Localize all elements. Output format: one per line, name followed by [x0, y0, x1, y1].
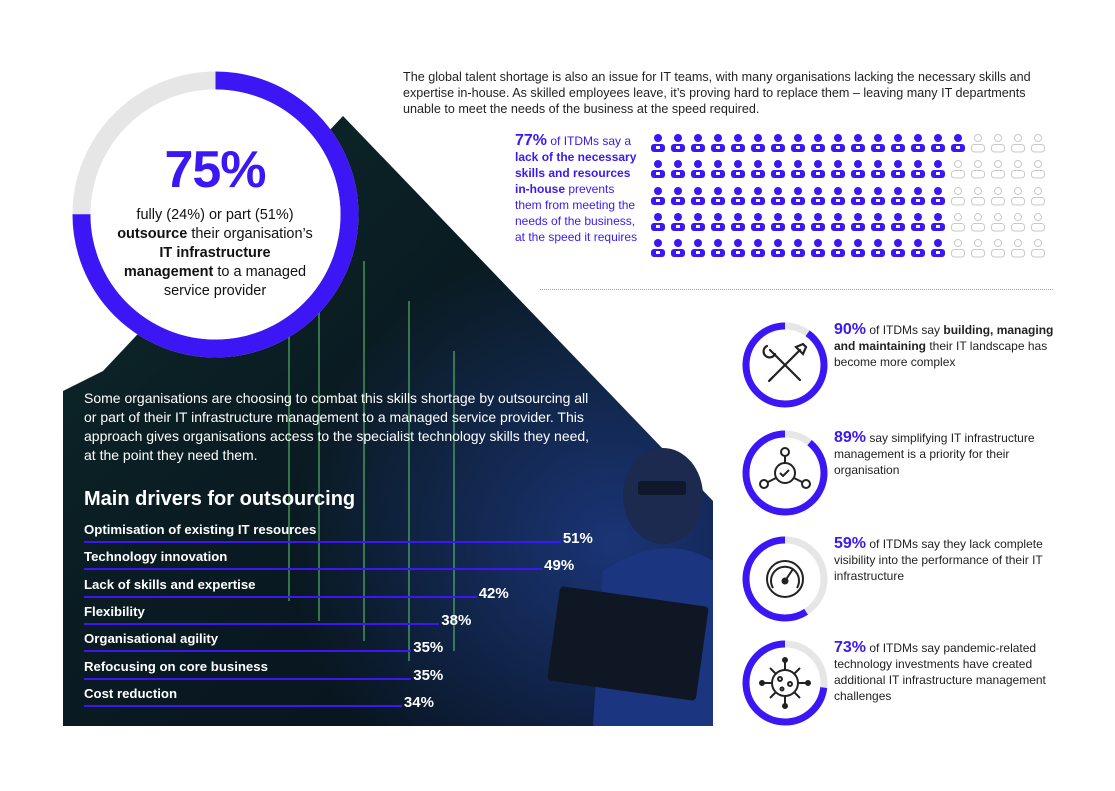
- person-filled-icon: [810, 212, 826, 234]
- driver-label: Optimisation of existing IT resources: [84, 522, 317, 537]
- person-empty-icon: [1030, 186, 1046, 208]
- stat-percent: 90%: [834, 321, 867, 338]
- person-empty-icon: [950, 159, 966, 181]
- person-filled-icon: [690, 133, 706, 155]
- person-filled-icon: [790, 186, 806, 208]
- person-filled-icon: [690, 238, 706, 260]
- person-filled-icon: [770, 212, 786, 234]
- people-row: [650, 238, 1046, 260]
- person-filled-icon: [710, 212, 726, 234]
- person-empty-icon: [990, 186, 1006, 208]
- person-filled-icon: [670, 186, 686, 208]
- stat-percent: 89%: [834, 429, 867, 446]
- person-filled-icon: [890, 238, 906, 260]
- person-filled-icon: [750, 133, 766, 155]
- people-row: [650, 159, 1046, 181]
- person-filled-icon: [670, 159, 686, 181]
- person-filled-icon: [910, 159, 926, 181]
- person-filled-icon: [770, 159, 786, 181]
- person-empty-icon: [970, 212, 986, 234]
- person-empty-icon: [970, 133, 986, 155]
- driver-bar: [84, 705, 402, 707]
- person-filled-icon: [650, 159, 666, 181]
- driver-item: [84, 631, 444, 657]
- person-filled-icon: [910, 212, 926, 234]
- person-empty-icon: [950, 212, 966, 234]
- person-filled-icon: [650, 186, 666, 208]
- driver-value: 42%: [478, 584, 509, 602]
- person-filled-icon: [650, 133, 666, 155]
- person-filled-icon: [930, 212, 946, 234]
- driver-label: Flexibility: [84, 603, 145, 619]
- person-filled-icon: [850, 186, 866, 208]
- people-row: [650, 186, 1046, 208]
- person-filled-icon: [890, 186, 906, 208]
- person-filled-icon: [770, 186, 786, 208]
- dotted-divider: [540, 289, 1053, 290]
- person-empty-icon: [1010, 159, 1026, 181]
- person-filled-icon: [910, 133, 926, 155]
- person-filled-icon: [710, 133, 726, 155]
- body-paragraph: Some organisations are choosing to combat this skills shortage by outsourcing all or part of their IT infrastructure management to a managed service provider. This approach gives organisations access to the specialist technology skills they need, at the point they need them.: [84, 390, 590, 463]
- person-filled-icon: [850, 133, 866, 155]
- people-row: [650, 133, 1046, 155]
- person-filled-icon: [670, 212, 686, 234]
- skills-stat-text: 77% of ITDMs say a lack of the necessary skills and resources in-house prevents them from meeting the needs of the business, at the speed it requires: [515, 132, 638, 244]
- person-filled-icon: [890, 212, 906, 234]
- person-filled-icon: [870, 159, 886, 181]
- person-empty-icon: [990, 133, 1006, 155]
- person-filled-icon: [650, 212, 666, 234]
- intro-paragraph: The global talent shortage is also an issue for IT teams, with many organisations lacking the necessary skills and expertise in-house. As skilled employees leave, it’s proving hard to replace them – leaving many IT departments unable to meet the needs of the business at the speed required.: [403, 70, 1031, 116]
- wrench-screwdriver-icon: [764, 344, 806, 381]
- driver-item: [84, 576, 509, 602]
- person-filled-icon: [850, 212, 866, 234]
- driver-bar: [84, 596, 477, 598]
- person-filled-icon: [810, 238, 826, 260]
- driver-label: Technology innovation: [84, 549, 228, 565]
- person-filled-icon: [730, 238, 746, 260]
- driver-label: Organisational agility: [84, 631, 219, 647]
- person-filled-icon: [790, 212, 806, 234]
- person-filled-icon: [690, 186, 706, 208]
- stat-text: 90% of ITDMs say building, managing and maintaining their IT landscape has become more complex: [834, 321, 1054, 369]
- person-empty-icon: [1030, 212, 1046, 234]
- person-filled-icon: [830, 212, 846, 234]
- driver-item: [84, 685, 434, 711]
- driver-label: Lack of skills and expertise: [84, 576, 256, 592]
- headline-text: fully (24%) or part (51%) outsource their organisation’s IT infrastructure management to a managed service provider: [117, 207, 313, 299]
- person-filled-icon: [790, 133, 806, 155]
- person-filled-icon: [710, 186, 726, 208]
- stat-text: 89% say simplifying IT infrastructure management is a priority for their organisation: [834, 429, 1035, 477]
- person-filled-icon: [750, 186, 766, 208]
- person-empty-icon: [970, 159, 986, 181]
- person-filled-icon: [930, 238, 946, 260]
- person-filled-icon: [850, 238, 866, 260]
- stat-ring-chart: [740, 320, 830, 410]
- person-filled-icon: [790, 238, 806, 260]
- person-filled-icon: [870, 212, 886, 234]
- person-empty-icon: [1010, 212, 1026, 234]
- person-filled-icon: [750, 238, 766, 260]
- driver-value: 34%: [403, 693, 434, 711]
- person-empty-icon: [1010, 238, 1026, 260]
- person-filled-icon: [870, 133, 886, 155]
- person-filled-icon: [710, 238, 726, 260]
- drivers-title: Main drivers for outsourcing: [84, 488, 356, 510]
- people-pictogram: [650, 133, 1046, 264]
- driver-bar: [84, 623, 439, 625]
- driver-bar: [84, 678, 411, 680]
- stat-text: 59% of ITDMs say they lack complete visibility into the performance of their IT infrastructure: [834, 535, 1043, 583]
- person-filled-icon: [730, 133, 746, 155]
- person-filled-icon: [810, 133, 826, 155]
- person-filled-icon: [950, 133, 966, 155]
- person-empty-icon: [970, 186, 986, 208]
- driver-bar: [84, 541, 561, 543]
- person-filled-icon: [930, 133, 946, 155]
- stat-ring-chart: [740, 638, 830, 728]
- person-filled-icon: [730, 212, 746, 234]
- driver-value: 51%: [562, 530, 593, 547]
- person-empty-icon: [990, 212, 1006, 234]
- stat-text: 73% of ITDMs say pandemic-related technology investments have created additional IT infrastructure management challenges: [834, 639, 1046, 703]
- person-empty-icon: [1010, 133, 1026, 155]
- person-filled-icon: [830, 238, 846, 260]
- person-filled-icon: [750, 212, 766, 234]
- person-empty-icon: [990, 159, 1006, 181]
- person-filled-icon: [710, 159, 726, 181]
- person-filled-icon: [870, 238, 886, 260]
- driver-bar: [84, 650, 411, 652]
- person-empty-icon: [990, 238, 1006, 260]
- person-filled-icon: [910, 238, 926, 260]
- person-empty-icon: [950, 238, 966, 260]
- person-filled-icon: [690, 212, 706, 234]
- driver-item: [84, 658, 444, 684]
- person-filled-icon: [690, 159, 706, 181]
- person-filled-icon: [930, 186, 946, 208]
- person-filled-icon: [930, 159, 946, 181]
- stat-percent: 73%: [834, 639, 867, 656]
- person-filled-icon: [870, 186, 886, 208]
- person-filled-icon: [810, 159, 826, 181]
- person-filled-icon: [770, 133, 786, 155]
- person-filled-icon: [810, 186, 826, 208]
- person-filled-icon: [670, 238, 686, 260]
- person-filled-icon: [890, 133, 906, 155]
- person-filled-icon: [770, 238, 786, 260]
- person-filled-icon: [890, 159, 906, 181]
- network-check-icon: [760, 448, 810, 488]
- person-empty-icon: [1010, 186, 1026, 208]
- stat-ring-chart: [740, 534, 830, 624]
- person-filled-icon: [790, 159, 806, 181]
- person-filled-icon: [830, 133, 846, 155]
- driver-item: [84, 522, 593, 547]
- driver-value: 35%: [413, 666, 444, 684]
- person-empty-icon: [1030, 133, 1046, 155]
- headline-percent: 75%: [164, 141, 266, 199]
- driver-item: [84, 603, 472, 629]
- driver-value: 49%: [544, 557, 575, 575]
- people-row: [650, 212, 1046, 234]
- person-filled-icon: [910, 186, 926, 208]
- person-filled-icon: [850, 159, 866, 181]
- person-filled-icon: [730, 186, 746, 208]
- stat-ring-chart: [740, 428, 830, 518]
- person-empty-icon: [1030, 159, 1046, 181]
- driver-bar: [84, 568, 542, 570]
- person-empty-icon: [950, 186, 966, 208]
- driver-label: Refocusing on core business: [84, 658, 268, 674]
- driver-value: 38%: [441, 611, 472, 629]
- person-filled-icon: [750, 159, 766, 181]
- stat-percent: 59%: [834, 535, 867, 552]
- person-filled-icon: [830, 186, 846, 208]
- driver-value: 35%: [413, 639, 444, 657]
- gauge-icon: [767, 561, 803, 597]
- driver-label: Cost reduction: [84, 685, 178, 701]
- virus-icon: [760, 658, 810, 708]
- person-filled-icon: [650, 238, 666, 260]
- driver-item: [84, 549, 575, 575]
- person-empty-icon: [1030, 238, 1046, 260]
- person-filled-icon: [830, 159, 846, 181]
- person-filled-icon: [670, 133, 686, 155]
- person-filled-icon: [730, 159, 746, 181]
- person-empty-icon: [970, 238, 986, 260]
